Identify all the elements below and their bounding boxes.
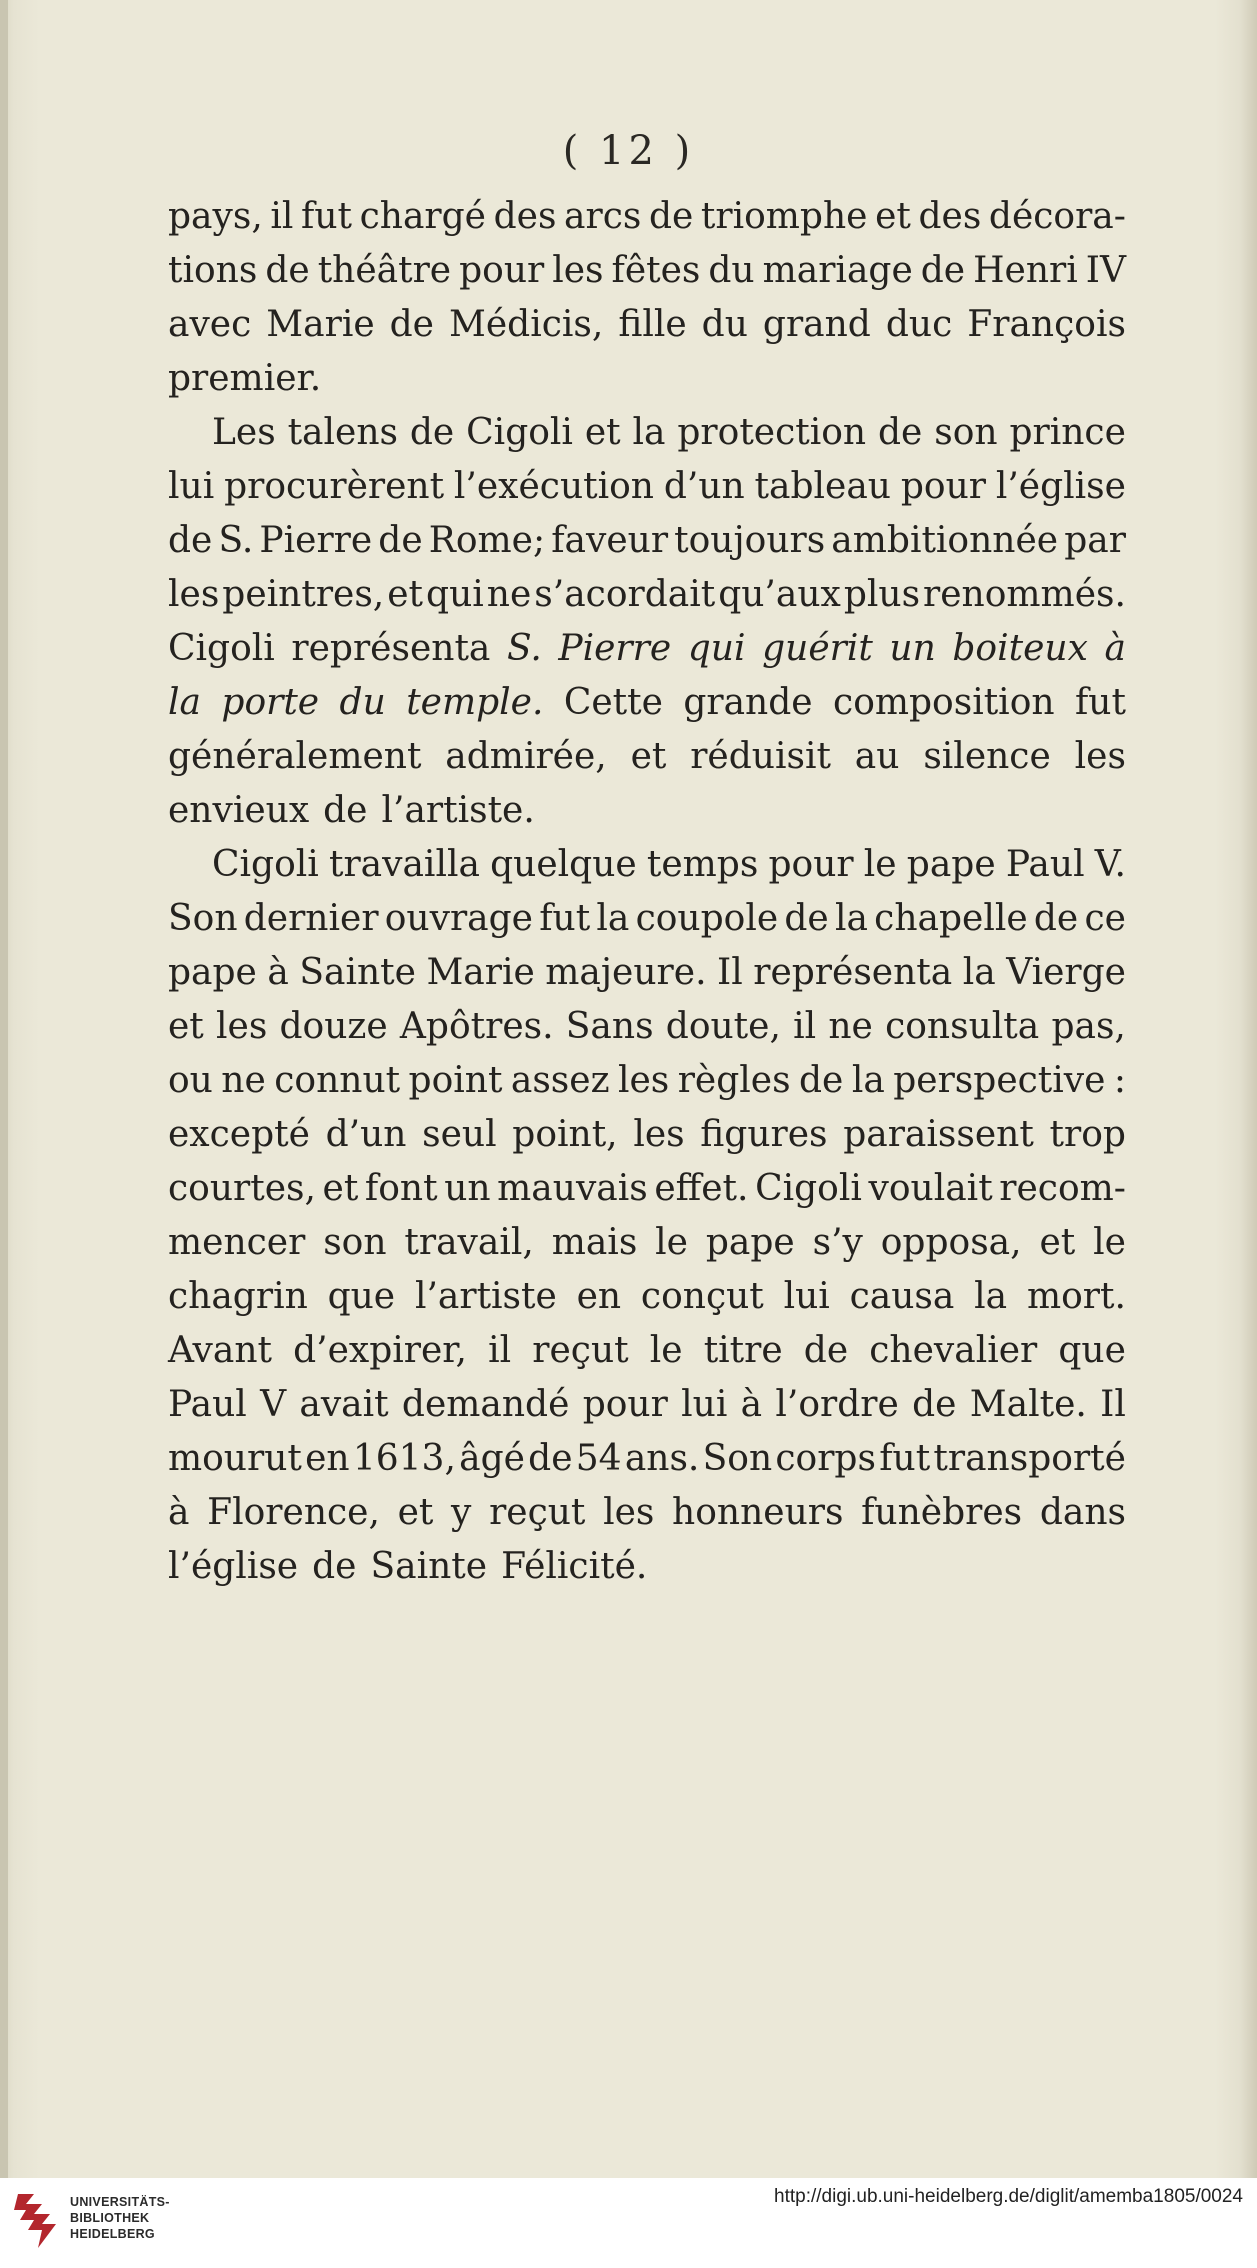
word: majeure.: [545, 952, 707, 993]
word: il: [270, 196, 294, 237]
word: connut: [274, 1060, 401, 1101]
word: à: [168, 1492, 190, 1533]
word: envieux: [168, 790, 310, 831]
word: plus: [843, 574, 921, 615]
text-line: [168, 1486, 1126, 1540]
word: douze: [279, 1006, 388, 1047]
library-name-line: BIBLIOTHEK: [70, 2211, 150, 2225]
word: de: [389, 304, 434, 345]
word: à: [740, 1384, 763, 1425]
word: lui: [681, 1384, 728, 1425]
word: Paul: [168, 1384, 247, 1425]
word: la: [596, 898, 630, 939]
word: ne: [486, 574, 532, 615]
word: l’église: [995, 466, 1126, 507]
word: de: [378, 520, 423, 561]
word: Florence,: [207, 1492, 380, 1533]
word: grand: [762, 304, 871, 345]
word: chagrin: [168, 1276, 308, 1317]
word: les: [216, 1006, 268, 1047]
source-url[interactable]: http://digi.ub.uni-heidelberg.de/diglit/amemba1805/0024: [774, 2186, 1243, 2207]
word: de: [1033, 898, 1079, 939]
word: tions: [168, 250, 258, 291]
word: d’un: [325, 1114, 407, 1155]
word: ouvrage: [384, 898, 533, 939]
word: font: [364, 1168, 438, 1209]
word: fut: [301, 196, 352, 237]
word: assez: [510, 1060, 610, 1101]
word: IV: [1085, 250, 1126, 291]
word: pour: [768, 844, 854, 885]
text-line: [168, 622, 1126, 676]
word: théâtre: [317, 250, 452, 291]
word: perspective: [893, 1060, 1106, 1101]
word: Cigoli: [466, 412, 573, 453]
word: trop: [1049, 1114, 1126, 1155]
word: qui: [426, 574, 484, 615]
word: au: [854, 736, 900, 777]
word: temple.: [406, 682, 544, 723]
word: âgé: [459, 1438, 525, 1479]
word: il: [793, 1006, 817, 1047]
word: travailla: [328, 844, 480, 885]
word: Félicité.: [501, 1546, 648, 1587]
word: corps: [775, 1438, 876, 1479]
word: et: [322, 1168, 359, 1209]
word: toujours: [674, 520, 826, 561]
word: fut: [1074, 682, 1126, 723]
body-text: [168, 190, 1126, 1594]
word: S.: [218, 520, 254, 561]
text-line: [168, 784, 1126, 838]
word: pays,: [168, 196, 263, 237]
text-line: [168, 514, 1126, 568]
word: mencer: [168, 1222, 306, 1263]
word: Avant: [168, 1330, 272, 1371]
word: la: [851, 1060, 885, 1101]
word: décora-: [988, 196, 1126, 237]
word: le: [655, 1222, 688, 1263]
word: par: [1064, 520, 1126, 561]
page-number: ( 12 ): [562, 128, 695, 174]
word: Sainte: [299, 952, 416, 993]
word: avait: [299, 1384, 389, 1425]
word: transporté: [933, 1438, 1126, 1479]
word: Il: [1100, 1384, 1126, 1425]
text-line: [168, 568, 1126, 622]
word: il: [488, 1330, 512, 1371]
word: mariage: [762, 250, 913, 291]
word: point: [408, 1060, 503, 1101]
text-line: [168, 460, 1126, 514]
word: qu’aux: [718, 574, 841, 615]
word: silence: [923, 736, 1051, 777]
word: protection: [677, 412, 867, 453]
library-logo-icon: [12, 2190, 58, 2252]
text-line: [168, 838, 1126, 892]
word: de: [168, 520, 213, 561]
word: des: [918, 196, 982, 237]
word: talens: [287, 412, 398, 453]
text-line: [168, 1540, 1126, 1594]
word: l’artiste: [414, 1276, 557, 1317]
word: l’artiste.: [381, 790, 535, 831]
word: d’un: [663, 466, 745, 507]
word: Cigoli: [755, 1168, 862, 1209]
word: Vierge: [1006, 952, 1126, 993]
word: fut: [879, 1438, 931, 1479]
word: de: [409, 412, 455, 453]
word: Henri: [973, 250, 1078, 291]
text-line: [168, 1378, 1126, 1432]
word: pas,: [1051, 1006, 1126, 1047]
word: et: [397, 1492, 434, 1533]
word: un: [889, 628, 936, 669]
word: un: [444, 1168, 491, 1209]
word: recom-: [999, 1168, 1126, 1209]
text-line: [168, 946, 1126, 1000]
word: que: [1058, 1330, 1126, 1371]
word: boiteux: [952, 628, 1088, 669]
word: grande: [683, 682, 813, 723]
word: peintres,: [222, 574, 385, 615]
word: et: [387, 574, 424, 615]
word: consulta: [885, 1006, 1040, 1047]
word: porte: [221, 682, 320, 723]
word: règles: [677, 1060, 791, 1101]
word: qui: [687, 628, 746, 669]
word: arcs: [564, 196, 642, 237]
word: mais: [551, 1222, 638, 1263]
word: 1613,: [352, 1438, 456, 1479]
word: de: [528, 1438, 573, 1479]
text-line: [168, 1432, 1126, 1486]
word: figures: [700, 1114, 828, 1155]
word: 54: [575, 1438, 622, 1479]
word: Cigoli: [168, 628, 275, 669]
word: titre: [703, 1330, 783, 1371]
word: la: [632, 412, 666, 453]
word: Pierre: [259, 520, 373, 561]
word: de: [323, 790, 368, 831]
word: fêtes: [611, 250, 701, 291]
word: de: [648, 196, 694, 237]
word: Les: [212, 412, 276, 453]
text-line: [168, 352, 1126, 406]
word: de: [877, 412, 923, 453]
word: demandé: [401, 1384, 570, 1425]
word: avec: [168, 304, 252, 345]
word: Son: [702, 1438, 773, 1479]
word: et: [875, 196, 911, 237]
word: de: [799, 1060, 844, 1101]
word: généralement: [168, 736, 422, 777]
word: V: [260, 1384, 287, 1425]
word: courtes,: [168, 1168, 316, 1209]
text-line: [168, 1270, 1126, 1324]
word: pour: [582, 1384, 668, 1425]
word: Médicis,: [449, 304, 604, 345]
word: pape: [906, 844, 996, 885]
text-line: [168, 406, 1126, 460]
word: et: [630, 736, 667, 777]
word: et: [168, 1006, 204, 1047]
word: Rome;: [428, 520, 546, 561]
word: point,: [512, 1114, 618, 1155]
word: et: [584, 412, 621, 453]
word: du: [708, 250, 755, 291]
word: lui: [783, 1276, 830, 1317]
word: François: [967, 304, 1126, 345]
page-edge: [0, 0, 8, 2178]
word: ans.: [624, 1438, 700, 1479]
word: reçut: [532, 1330, 629, 1371]
text-line: [168, 298, 1126, 352]
word: composition: [833, 682, 1055, 723]
word: réduisit: [690, 736, 831, 777]
word: opposa,: [880, 1222, 1022, 1263]
word: chapelle: [874, 898, 1028, 939]
word: de: [312, 1546, 357, 1587]
word: ce: [1084, 898, 1126, 939]
word: dans: [1039, 1492, 1126, 1533]
word: excepté: [168, 1114, 310, 1155]
text-line: [168, 1324, 1126, 1378]
word: les: [603, 1492, 655, 1533]
word: travail,: [404, 1222, 534, 1263]
word: funèbres: [861, 1492, 1023, 1533]
word: doute,: [665, 1006, 781, 1047]
word: Cigoli: [212, 844, 319, 885]
word: et: [1039, 1222, 1076, 1263]
word: représenta: [291, 628, 491, 669]
text-line: [168, 1108, 1126, 1162]
word: la: [962, 952, 996, 993]
text-line: [168, 1054, 1126, 1108]
word: honneurs: [672, 1492, 844, 1533]
word: ne: [221, 1060, 266, 1101]
word: mauvais: [497, 1168, 648, 1209]
text-line: [168, 190, 1126, 244]
word: coupole: [635, 898, 779, 939]
word: le: [1093, 1222, 1126, 1263]
word: Marie: [266, 304, 375, 345]
text-line: [168, 244, 1126, 298]
word: s’acordait: [534, 574, 716, 615]
word: Marie: [426, 952, 535, 993]
word: pour: [459, 250, 545, 291]
word: reçut: [489, 1492, 586, 1533]
word: les: [552, 250, 604, 291]
word: tableau: [754, 466, 891, 507]
word: les: [1074, 736, 1126, 777]
word: de: [920, 250, 966, 291]
word: des: [493, 196, 557, 237]
word: la: [834, 898, 868, 939]
word: l’exécution: [453, 466, 654, 507]
word: duc: [885, 304, 953, 345]
text-line: [168, 676, 1126, 730]
word: à: [1104, 628, 1126, 669]
word: Malte.: [969, 1384, 1087, 1425]
word: de: [912, 1384, 957, 1425]
word: Pierre: [558, 628, 672, 669]
word: Sainte: [370, 1546, 488, 1587]
word: premier.: [168, 358, 322, 399]
word: ne: [828, 1006, 873, 1047]
word: du: [339, 682, 386, 723]
word: fille: [618, 304, 687, 345]
word: mort.: [1026, 1276, 1126, 1317]
word: les: [633, 1114, 685, 1155]
word: admirée,: [445, 736, 607, 777]
word: les: [168, 574, 220, 615]
text-line: [168, 1000, 1126, 1054]
word: quelque: [490, 844, 637, 885]
word: Paul: [1005, 844, 1085, 885]
word: s’y: [812, 1222, 863, 1263]
word: l’ordre: [775, 1384, 899, 1425]
word: à: [267, 952, 289, 993]
word: chevalier: [869, 1330, 1038, 1371]
word: les: [617, 1060, 670, 1101]
word: le: [649, 1330, 683, 1371]
word: pape: [705, 1222, 795, 1263]
word: paraissent: [843, 1114, 1034, 1155]
word: fut: [539, 898, 591, 939]
text-line: [168, 892, 1126, 946]
word: renommés.: [923, 574, 1126, 615]
word: ambitionnée: [831, 520, 1059, 561]
word: pape: [168, 952, 257, 993]
word: dernier: [243, 898, 379, 939]
library-name: [70, 2194, 170, 2242]
word: représenta: [753, 952, 953, 993]
word: du: [701, 304, 748, 345]
word: guérit: [762, 628, 873, 669]
word: que: [327, 1276, 396, 1317]
word: son: [934, 412, 998, 453]
word: faveur: [551, 520, 669, 561]
word: pour: [900, 466, 986, 507]
word: S.: [506, 628, 542, 669]
word: en: [305, 1438, 350, 1479]
word: V.: [1094, 844, 1126, 885]
text-line: [168, 1162, 1126, 1216]
word: lui: [168, 466, 215, 507]
word: l’église: [168, 1546, 299, 1587]
word: :: [1113, 1060, 1126, 1101]
word: ou: [168, 1060, 213, 1101]
library-name-line: HEIDELBERG: [70, 2227, 155, 2241]
word: mourut: [168, 1438, 302, 1479]
word: son: [323, 1222, 387, 1263]
word: triomphe: [700, 196, 868, 237]
word: Il: [717, 952, 743, 993]
word: Son: [168, 898, 238, 939]
text-line: [168, 730, 1126, 784]
word: Sans: [565, 1006, 654, 1047]
word: causa: [849, 1276, 955, 1317]
word: en: [576, 1276, 622, 1317]
word: seul: [422, 1114, 497, 1155]
word: conçut: [640, 1276, 764, 1317]
word: Cette: [563, 682, 663, 723]
word: de: [265, 250, 310, 291]
word: de: [803, 1330, 849, 1371]
word: temps: [646, 844, 759, 885]
word: effet.: [654, 1168, 749, 1209]
word: la: [168, 682, 201, 723]
word: d’expirer,: [293, 1330, 467, 1371]
word: Apôtres.: [399, 1006, 554, 1047]
word: y: [451, 1492, 472, 1533]
word: le: [863, 844, 897, 885]
word: voulait: [868, 1168, 993, 1209]
word: de: [784, 898, 829, 939]
text-line: [168, 1216, 1126, 1270]
word: chargé: [359, 196, 486, 237]
word: procurèrent: [224, 466, 445, 507]
word: la: [974, 1276, 1008, 1317]
library-name-line: UNIVERSITÄTS-: [70, 2195, 170, 2209]
word: prince: [1009, 412, 1126, 453]
